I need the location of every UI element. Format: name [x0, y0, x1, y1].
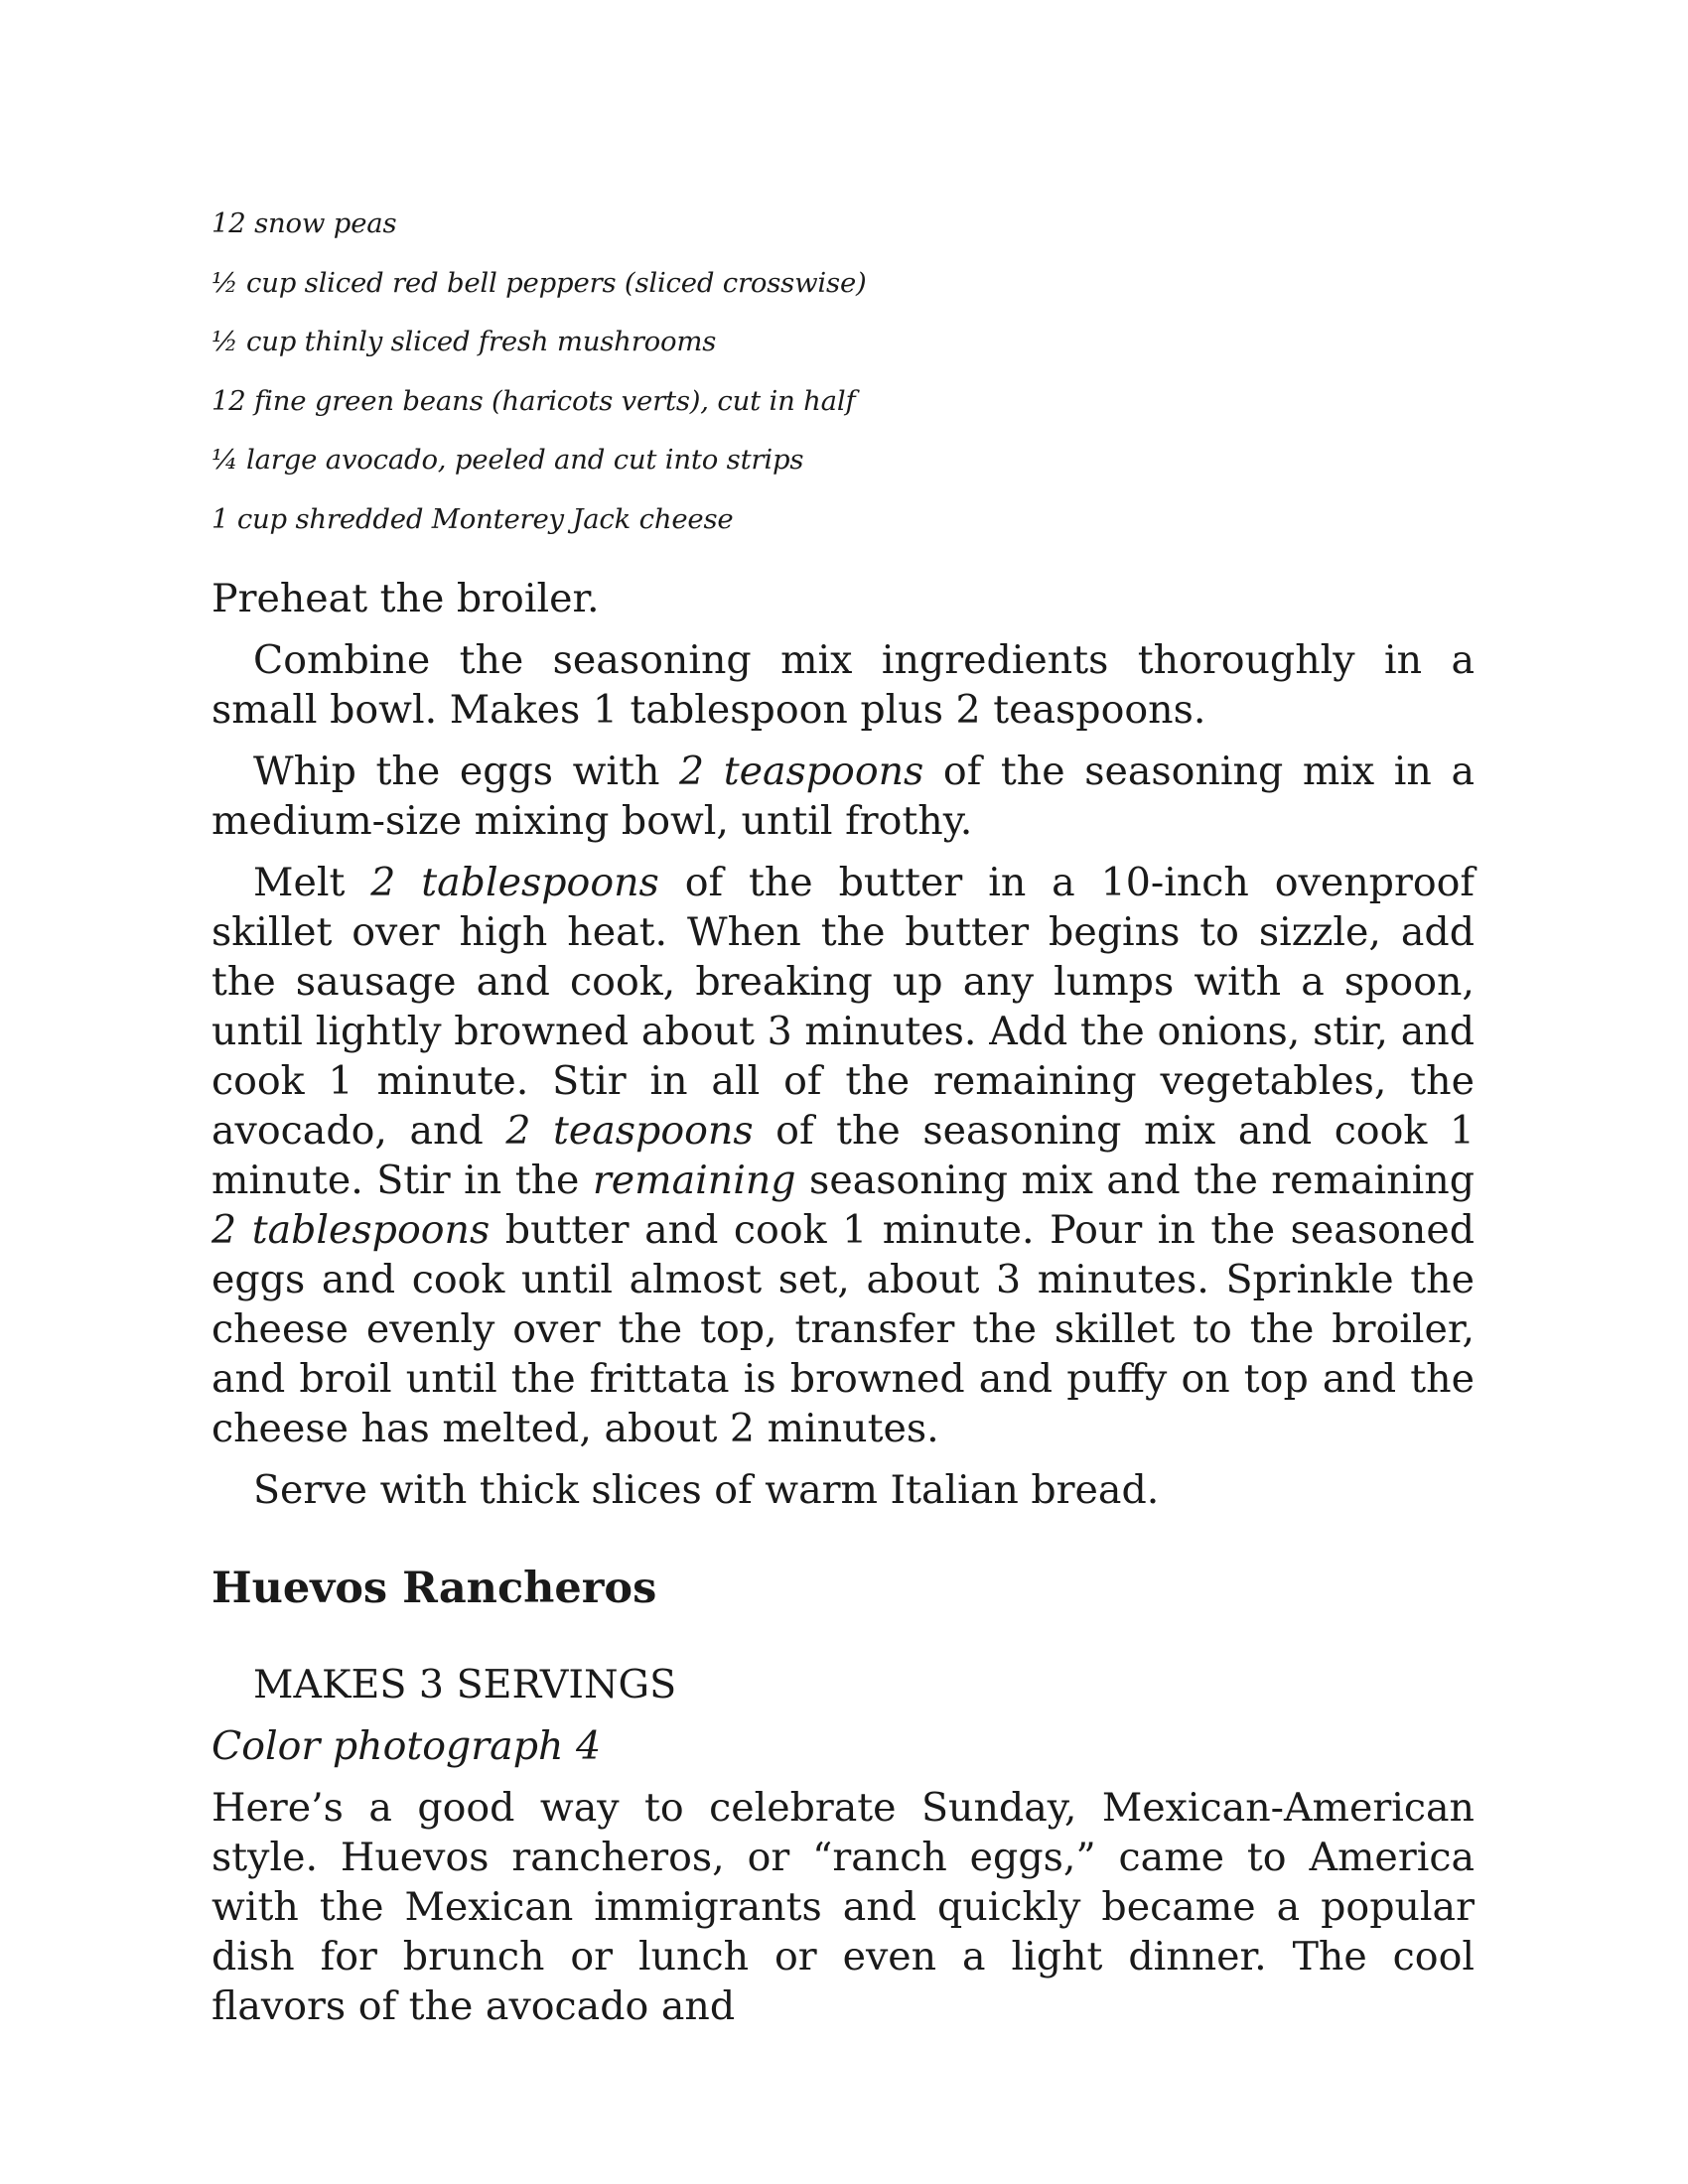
step-text: seasoning mix and the remaining	[795, 1158, 1475, 1203]
step-emphasis: 2 teaspoons	[505, 1108, 754, 1154]
step-paragraph	[211, 747, 1475, 846]
servings-note: MAKES 3 SERVINGS	[253, 1662, 677, 1707]
intro-paragraph: Here’s a good way to celebrate Sunday, Mexican-American style. Huevos rancheros, or “ranch eggs,” came to America with the Mexican immigrants and quickly became a popular dish for brunch or lunch or even a light dinner. The cool flavors of the avocado and	[211, 1785, 1475, 2029]
recipe-header	[211, 1660, 1475, 2031]
step-text: of the seasoning mix in a medium-size mixing bowl, until frothy.	[211, 749, 1475, 844]
step-text: of the butter in a 10-inch ovenproof skillet over high heat. When the butter begins to sizzle, add the sausage and cook, breaking up any lumps with a spoon, until lightly browned about 3 minutes. Add the onions, stir, and cook 1 minute. Stir in all of the remaining vegetables, the avocado, and	[211, 860, 1476, 1154]
ingredient-item: ¼ large avocado, peeled and cut into strips	[211, 444, 804, 476]
step-emphasis: 2 tablespoons	[211, 1207, 491, 1253]
photo-reference: Color photograph 4	[211, 1723, 602, 1769]
ingredient-item: 12 fine green beans (haricots verts), cut in half	[211, 384, 856, 417]
step-paragraph: Serve with thick slices of warm Italian bread.	[253, 1467, 1160, 1513]
ingredient-item: ½ cup thinly sliced fresh mushrooms	[211, 326, 717, 357]
step-emphasis: 2 tablespoons	[370, 860, 659, 905]
method-text	[211, 574, 1475, 1527]
ingredient-list	[211, 199, 1482, 553]
recipe-title: Huevos Rancheros	[211, 1564, 657, 1613]
step-text: Melt	[253, 860, 371, 905]
step-paragraph: Combine the seasoning mix ingredients thoroughly in a small bowl. Makes 1 tablespoon plus 2 teaspoons.	[211, 637, 1475, 733]
step-paragraph: Preheat the broiler.	[211, 576, 600, 621]
step-emphasis: 2 teaspoons	[678, 749, 924, 794]
ingredient-item: ½ cup sliced red bell peppers (sliced crosswise)	[211, 266, 867, 299]
ingredient-item: 1 cup shredded Monterey Jack cheese	[211, 502, 734, 535]
step-emphasis: remaining	[592, 1158, 796, 1203]
step-text: butter and cook 1 minute. Pour in the seasoned eggs and cook until almost set, about 3 minutes. Sprinkle the cheese evenly over the top, transfer the skillet to the broiler, and broil until the frittata is browned and puffy on top and the cheese has melted, about 2 minutes.	[211, 1207, 1476, 1451]
ingredient-item: 12 snow peas	[211, 207, 397, 239]
step-text: of the seasoning mix and cook 1 minute. Stir in the	[211, 1108, 1475, 1203]
step-text: Whip the eggs with	[253, 749, 679, 794]
step-paragraph	[211, 858, 1475, 1453]
